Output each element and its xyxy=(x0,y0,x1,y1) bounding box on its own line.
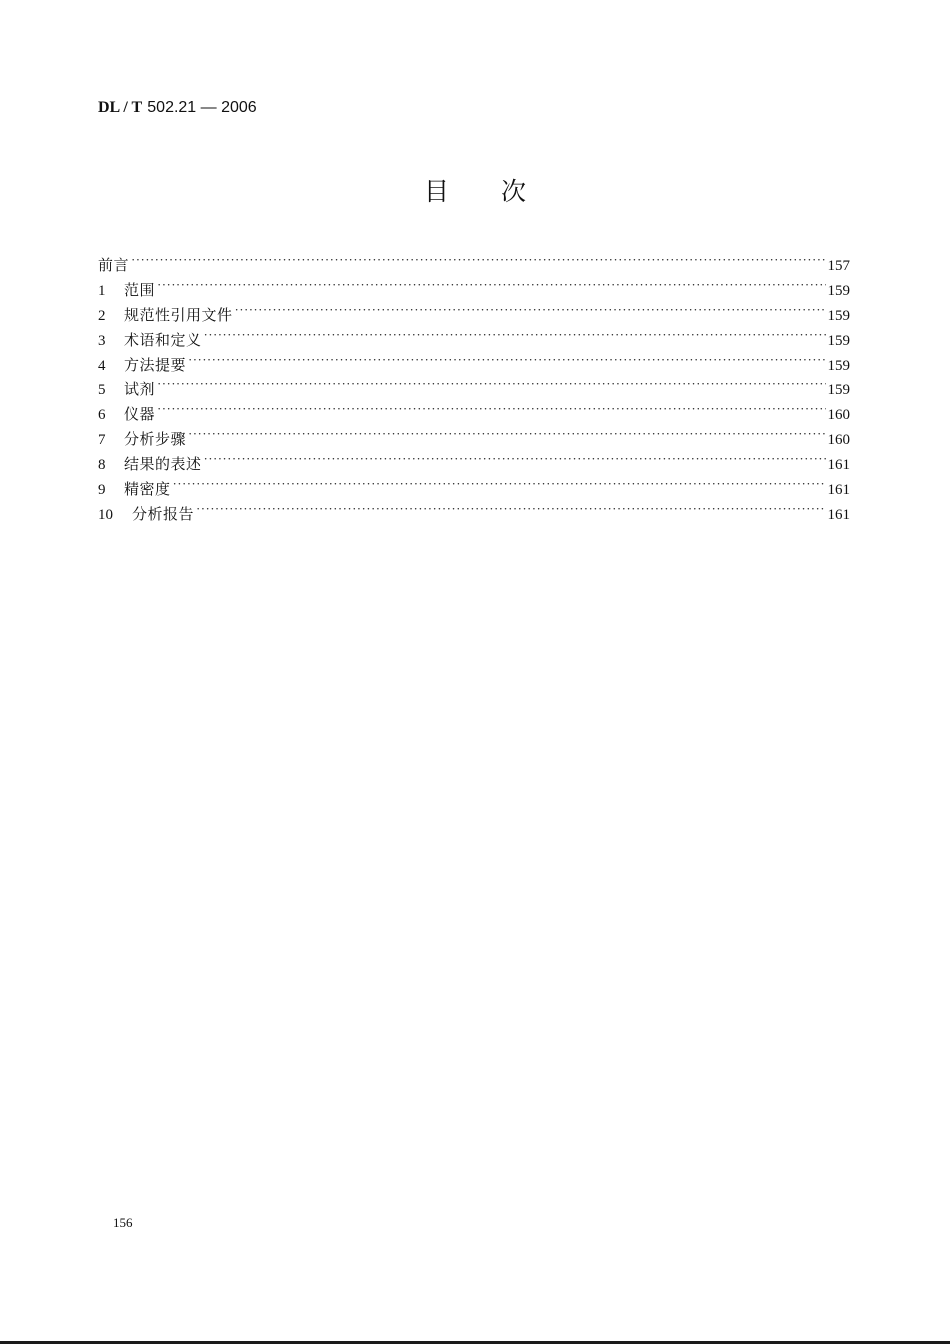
toc-entry-number: 1 xyxy=(98,282,106,299)
title-char-1: 目 xyxy=(423,177,449,206)
toc-entry-label: 结果的表述 xyxy=(124,455,202,474)
toc-entry-page: 161 xyxy=(827,457,850,474)
toc-leader-dots xyxy=(131,256,825,270)
toc-leader-dots xyxy=(204,331,826,345)
toc-entry-page: 160 xyxy=(827,407,850,424)
toc-leader-dots xyxy=(188,430,825,444)
toc-entry-label: 分析报告 xyxy=(132,504,195,523)
toc-entry-page: 159 xyxy=(827,357,850,374)
toc-entry-number: 5 xyxy=(98,382,106,399)
toc-entry-label: 分析步骤 xyxy=(124,430,187,449)
toc-leader-dots xyxy=(173,480,826,494)
toc-entry-number: 2 xyxy=(98,307,106,324)
toc-entry-preface[interactable] xyxy=(98,253,850,278)
toc-entry-label: 范围 xyxy=(124,280,156,299)
toc-entry-6[interactable] xyxy=(98,402,850,427)
toc-entry-2[interactable] xyxy=(98,303,850,328)
toc-entry-number: 9 xyxy=(98,482,106,499)
toc-entry-3[interactable] xyxy=(98,328,850,353)
toc-entry-label: 仪器 xyxy=(124,405,156,424)
toc-entry-page: 159 xyxy=(827,382,850,399)
toc-leader-dots xyxy=(188,356,825,370)
toc-entry-4[interactable] xyxy=(98,353,850,378)
toc-entry-number: 6 xyxy=(98,407,106,424)
page-title xyxy=(0,175,950,209)
toc-entry-label: 精密度 xyxy=(124,480,171,499)
toc-leader-dots xyxy=(204,455,826,469)
standard-code xyxy=(98,97,257,118)
toc-entry-number: 8 xyxy=(98,457,106,474)
toc-entry-label: 方法提要 xyxy=(124,355,187,374)
standard-number: 502.21 — 2006 xyxy=(147,99,257,116)
toc-entry-page: 159 xyxy=(827,332,850,349)
toc-leader-dots xyxy=(157,380,825,394)
toc-entry-label: 规范性引用文件 xyxy=(124,305,233,324)
toc-leader-dots xyxy=(196,505,825,519)
standard-prefix: DL / T xyxy=(98,99,143,116)
toc-entry-page: 159 xyxy=(827,307,850,324)
toc-entry-page: 159 xyxy=(827,282,850,299)
toc-entry-5[interactable] xyxy=(98,377,850,402)
toc-entry-1[interactable] xyxy=(98,278,850,303)
toc-entry-number: 10 xyxy=(98,506,113,523)
toc-entry-page: 161 xyxy=(827,506,850,523)
toc-entry-9[interactable] xyxy=(98,477,850,502)
toc-entry-8[interactable] xyxy=(98,452,850,477)
toc-leader-dots xyxy=(157,405,825,419)
toc-entry-label: 试剂 xyxy=(124,380,156,399)
title-char-2: 次 xyxy=(501,177,527,206)
toc-entry-page: 161 xyxy=(827,482,850,499)
toc-entry-number: 3 xyxy=(98,332,106,349)
toc-entry-10[interactable] xyxy=(98,502,850,527)
toc-entry-label: 前言 xyxy=(98,256,130,274)
toc-entry-number: 7 xyxy=(98,432,106,449)
toc-leader-dots xyxy=(235,306,826,320)
page-number: 156 xyxy=(113,1215,133,1230)
toc-leader-dots xyxy=(157,281,825,295)
toc-entry-page: 157 xyxy=(827,258,850,274)
table-of-contents xyxy=(98,253,850,527)
toc-entry-7[interactable] xyxy=(98,427,850,452)
toc-entry-label: 术语和定义 xyxy=(124,330,202,349)
toc-entry-number: 4 xyxy=(98,357,106,374)
toc-entry-page: 160 xyxy=(827,432,850,449)
